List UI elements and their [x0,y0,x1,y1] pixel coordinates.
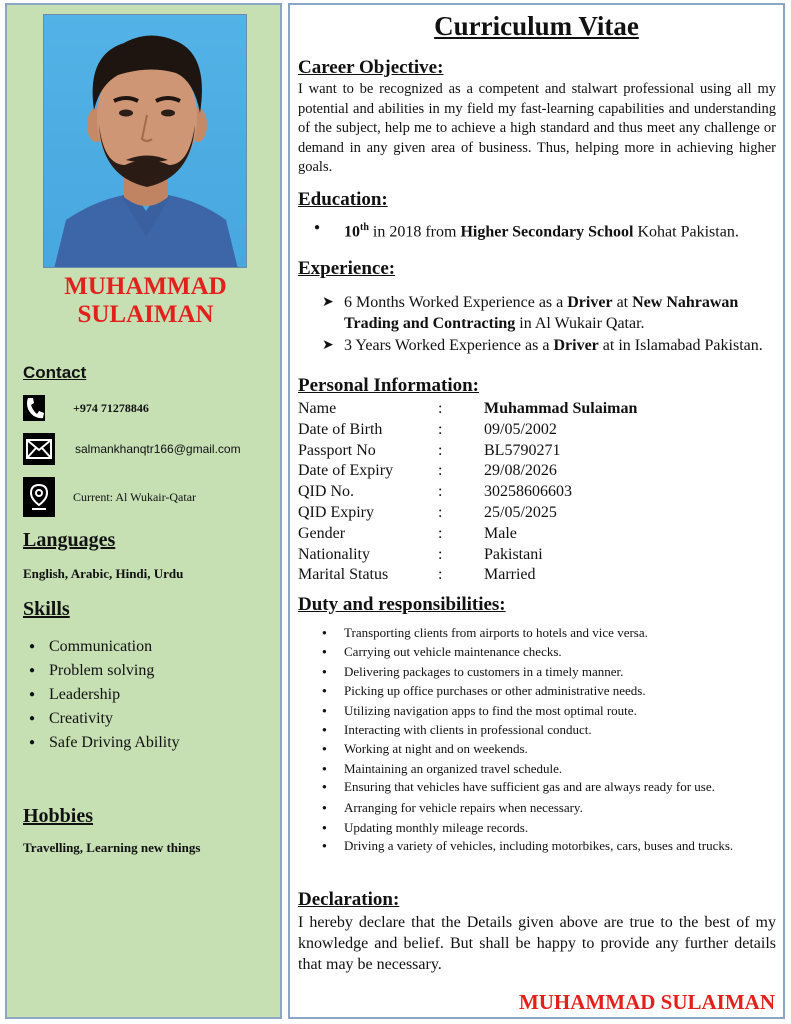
experience-text: 6 Months Worked Experience as a [344,294,568,311]
duties-heading: Duty and responsibilities: [298,594,506,615]
table-row [298,420,784,441]
info-colon: : [438,545,443,563]
address: Current: Al Wukair-Qatar [73,489,197,504]
list-item: ● Carrying out vehicle maintenance checks. [298,642,776,661]
education-grade-suffix: th [360,222,369,233]
career-objective-heading: Career Objective: [298,57,444,78]
info-label: Passport No [298,441,376,459]
experience-role: Driver [553,337,599,354]
personal-information-table [298,399,784,586]
list-item: ● Safe Driving Ability [23,731,180,755]
list-item: ● Driving a variety of vehicles, including motorbikes, cars, buses and trucks. [298,837,776,854]
education-school: Higher Secondary School [460,223,634,241]
education-grade: 10 [344,223,360,241]
contact-phone [23,395,149,421]
arrow-bullet-icon: ➤ [322,295,334,310]
info-value: Pakistani [484,545,543,563]
education-heading: Education: [298,189,388,210]
table-row [298,399,784,420]
list-item: ● Transporting clients from airports to hotels and vice versa. [298,623,776,642]
experience-text: 3 Years Worked Experience as a [344,337,554,354]
experience-item [298,335,780,356]
phone-number[interactable]: +974 71278846 [73,400,149,415]
info-label: Date of Expiry [298,462,394,480]
declaration-heading: Declaration: [298,889,400,910]
experience-text: at [612,294,633,311]
career-objective-text: I want to be recognized as a competent and stalwart professional using all my potential and abilities in my field my fast-learning capabilities and understanding of the subject, help me to achieve a high standard and thus meet any challenge or demand in any given area of business. Thus, helping more in achieving higher goals. [298,81,776,175]
email-address[interactable]: salmankhanqtr166@gmail.com [75,442,241,456]
info-colon: : [438,566,443,584]
name-line-2: SULAIMAN [77,301,214,328]
list-item: ● Interacting with clients in professional conduct. [298,720,776,739]
list-item: ● Leadership [23,683,180,707]
experience-company: New Nahrawan Trading and Contracting [344,294,739,332]
info-label: Date of Birth [298,420,383,438]
list-item: ● Ensuring that vehicles have sufficient gas and are always ready for use. [298,778,776,795]
experience-text: at in Islamabad Pakistan. [598,337,763,354]
page-title: Curriculum Vitae [434,11,639,41]
info-label: QID No. [298,483,354,501]
contact-email [23,433,241,465]
arrow-bullet-icon: ➤ [322,338,334,353]
list-item: ● Utilizing navigation apps to find the most optimal route. [298,701,776,720]
info-value: BL5790271 [484,441,561,459]
hobbies-heading: Hobbies [23,805,94,827]
info-value: 25/05/2025 [484,503,557,521]
table-row [298,441,784,462]
info-colon: : [438,483,443,501]
info-value: 30258606603 [484,483,572,501]
info-colon: : [438,441,443,459]
bullet-icon: ● [314,222,321,233]
table-row [298,482,784,503]
info-colon: : [438,503,443,521]
info-value: 09/05/2002 [484,420,557,438]
info-label: QID Expiry [298,503,374,521]
info-label: Gender [298,524,346,542]
info-label: Name [298,400,337,417]
skills-list [23,635,180,755]
education-item [298,217,768,242]
table-row [298,461,784,482]
list-item: ● Arranging for vehicle repairs when necessary. [298,798,776,817]
education-pre: in 2018 from [368,223,461,241]
experience-role: Driver [567,294,613,311]
list-item: ● Maintaining an organized travel schedule. [298,759,776,778]
list-item: ● Working at night and on weekends. [298,739,776,758]
info-value: Male [484,524,517,542]
declaration-text: I hereby declare that the Details given above are true to the best of my knowledge and belief. But shall be happy to provide any further details that may be necessary. [298,914,776,973]
contact-heading: Contact [23,363,87,382]
sidebar-full-name [7,273,284,329]
experience-heading: Experience: [298,258,396,279]
languages-list: English, Arabic, Hindi, Urdu [23,566,184,581]
list-item: ● Creativity [23,707,180,731]
sidebar [5,3,282,1019]
hobbies-list: Travelling, Learning new things [23,840,201,855]
phone-icon [23,395,45,421]
table-row [298,565,784,586]
info-label: Marital Status [298,566,389,584]
info-colon: : [438,524,443,542]
signature-name: MUHAMMAD SULAIMAN [518,990,775,1014]
experience-text: in Al Wukair Qatar. [515,315,645,332]
info-value: Muhammad Sulaiman [484,400,638,417]
profile-photo [43,14,247,268]
languages-heading: Languages [23,529,116,551]
location-pin-icon [23,477,55,517]
list-item: ● Delivering packages to customers in a timely manner. [298,662,776,681]
person-portrait-icon [44,15,247,268]
list-item: ● Picking up office purchases or other administrative needs. [298,681,776,700]
name-line-1: MUHAMMAD [64,273,227,300]
main-content [288,3,785,1019]
table-row [298,524,784,545]
info-colon: : [438,420,443,438]
info-label: Nationality [298,545,370,563]
info-colon: : [438,462,443,480]
list-item: ● Communication [23,635,180,659]
envelope-icon [23,433,55,465]
skills-heading: Skills [23,598,70,620]
table-row [298,503,784,524]
info-value: Married [484,566,536,584]
info-colon: : [438,400,443,417]
list-item: ● Problem solving [23,659,180,683]
personal-information-heading: Personal Information: [298,375,480,396]
table-row [298,545,784,566]
duties-list [298,623,776,857]
list-item: ● Updating monthly mileage records. [298,818,776,837]
contact-address [23,477,196,517]
education-post: Kohat Pakistan. [633,223,739,241]
experience-item [298,292,780,334]
info-value: 29/08/2026 [484,462,557,480]
